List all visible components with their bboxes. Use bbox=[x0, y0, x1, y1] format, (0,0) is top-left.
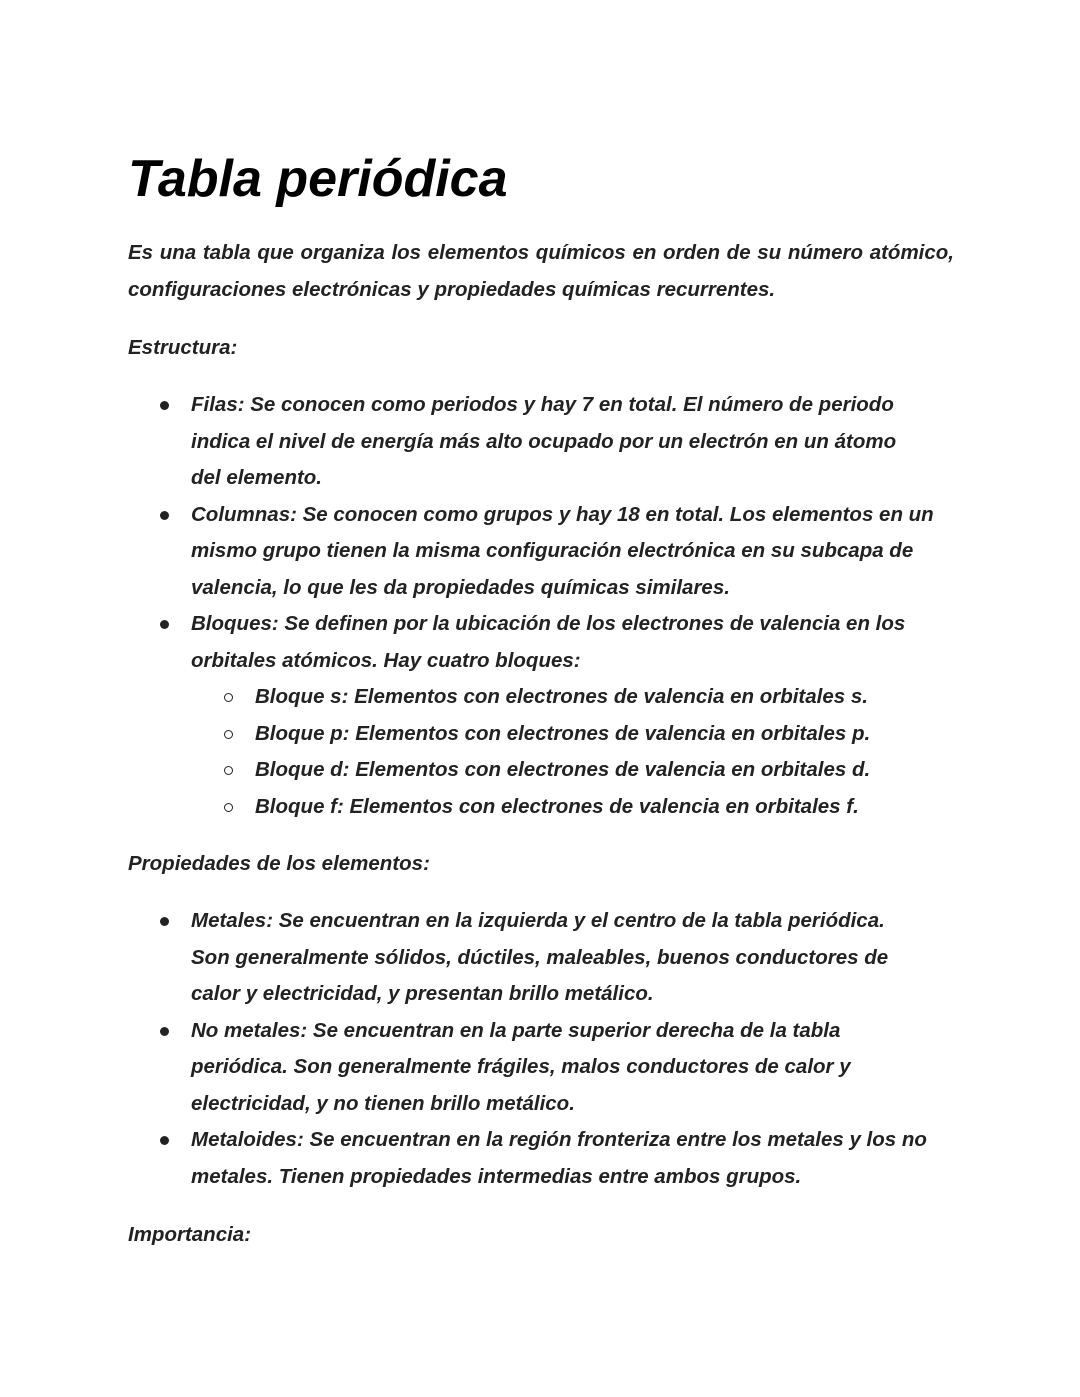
bullet-dot-icon bbox=[160, 511, 169, 520]
sublist-item-bloque-d bbox=[191, 752, 941, 789]
bullet-circle-icon bbox=[224, 693, 233, 702]
list-item-no-metales bbox=[191, 1013, 881, 1123]
intro-paragraph: Es una tabla que organiza los elementos químicos en orden de su número atómico, configuraciones electrónicas y propiedades químicas recurrentes. bbox=[128, 241, 954, 301]
list-item-columnas bbox=[191, 497, 946, 607]
sublist-item-bloque-s bbox=[191, 679, 941, 716]
estructura-list bbox=[191, 387, 961, 825]
list-item-bloques bbox=[191, 606, 941, 825]
page-title: Tabla periódica bbox=[128, 150, 508, 208]
list-item-text: Metales: Se encuentran en la izquierda y el centro de la tabla periódica. Son generalmente sólidos, dúctiles, maleables, buenos conductores de calor y electricidad, y presentan brillo metálico. bbox=[191, 909, 889, 1005]
list-item-text: Bloques: Se definen por la ubicación de los electrones de valencia en los orbitales atómicos. Hay cuatro bloques: bbox=[191, 612, 906, 672]
list-item-metales bbox=[191, 903, 916, 1013]
sublist-item-bloque-f bbox=[191, 789, 941, 826]
sublist-item-text: Bloque p: Elementos con electrones de valencia en orbitales p. bbox=[255, 721, 871, 745]
sublist-item-text: Bloque s: Elementos con electrones de valencia en orbitales s. bbox=[255, 685, 868, 708]
list-item-text: Metaloides: Se encuentran en la región fronteriza entre los metales y los no metales. Tienen propiedades intermedias entre ambos grupos. bbox=[191, 1128, 927, 1188]
bullet-dot-icon bbox=[160, 917, 169, 926]
list-item-metaloides bbox=[191, 1122, 961, 1195]
bullet-dot-icon bbox=[160, 620, 169, 629]
bullet-dot-icon bbox=[160, 1027, 169, 1036]
bullet-circle-icon bbox=[224, 766, 233, 775]
propiedades-list bbox=[191, 903, 961, 1195]
list-item-filas bbox=[191, 387, 931, 497]
section-heading-estructura: Estructura: bbox=[128, 336, 238, 359]
bullet-circle-icon bbox=[224, 803, 233, 812]
sublist-item-bloque-p bbox=[191, 716, 941, 753]
bullet-circle-icon bbox=[224, 730, 233, 739]
section-heading-propiedades: Propiedades de los elementos: bbox=[128, 852, 430, 875]
bullet-dot-icon bbox=[160, 1136, 169, 1145]
sublist-item-text: Bloque d: Elementos con electrones de valencia en orbitales d. bbox=[255, 758, 871, 781]
list-item-text: Columnas: Se conocen como grupos y hay 18 en total. Los elementos en un mismo grupo tienen la misma configuración electrónica en su subcapa de valencia, lo que les da propiedades químicas similares. bbox=[191, 502, 934, 599]
list-item-text: Filas: Se conocen como periodos y hay 7 en total. El número de periodo indica el nivel de energía más alto ocupado por un electrón en un átomo del elemento. bbox=[191, 393, 897, 489]
bullet-dot-icon bbox=[160, 401, 169, 410]
list-item-text: No metales: Se encuentran en la parte superior derecha de la tabla periódica. Son generalmente frágiles, malos conductores de calor y electricidad, y no tienen brillo metálico. bbox=[191, 1018, 851, 1115]
bloques-sublist bbox=[191, 679, 941, 825]
sublist-item-text: Bloque f: Elementos con electrones de valencia en orbitales f. bbox=[255, 794, 859, 818]
section-heading-importancia: Importancia: bbox=[128, 1223, 252, 1246]
